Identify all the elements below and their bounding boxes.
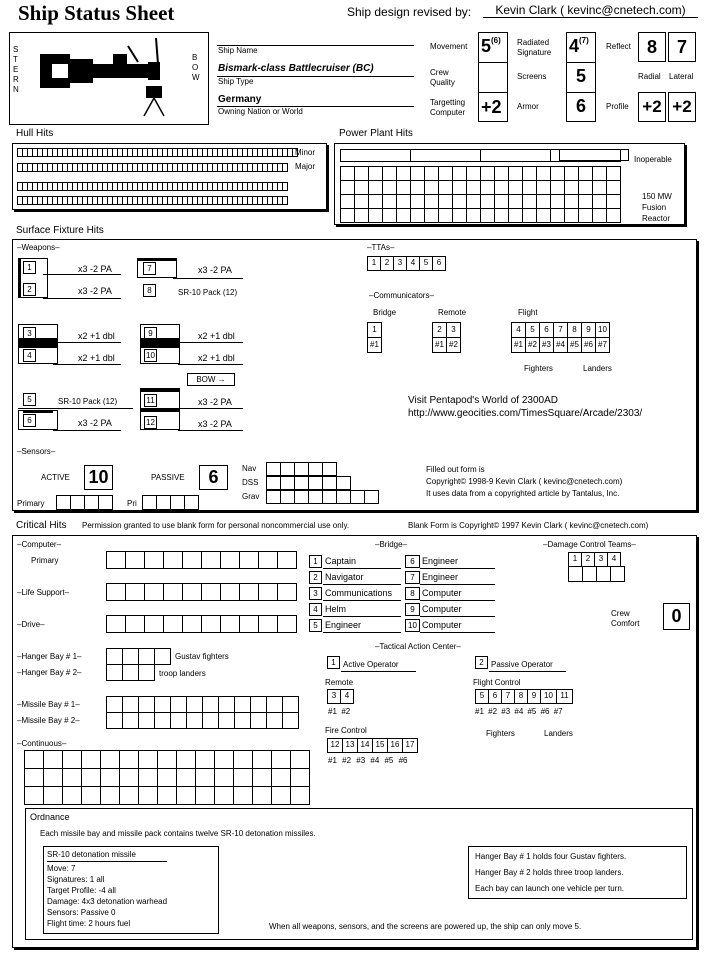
visit-line2: http://www.geocities.com/TimesSquare/Arcade/2303/: [408, 408, 643, 419]
hull-hits-title: Hull Hits: [16, 128, 54, 139]
profile-label: Profile: [606, 102, 629, 111]
filled-line3: It uses data from a copyrighted article by Tantalus, Inc.: [426, 489, 620, 498]
hull-minor-label: Minor: [295, 148, 316, 157]
continuous-label: –Continuous–: [17, 739, 67, 748]
dss-label: DSS: [242, 478, 259, 487]
ship-type-label: Ship Type: [218, 77, 254, 86]
missile-spec-line: Signatures: 1 all: [47, 875, 105, 884]
tta-cell[interactable]: 6: [432, 256, 446, 271]
stats-col2: [566, 32, 596, 122]
hangar-info-line: Hanger Bay # 2 holds three troop landers.: [475, 868, 624, 877]
bridge-station: Engineer: [422, 572, 459, 582]
weapon-9-label: x2 +1 dbl: [198, 331, 235, 341]
hull-grid-row3: [17, 182, 287, 190]
missile-spec-line: Damage: 4x3 detonation warhead: [47, 897, 168, 906]
weapon-2[interactable]: 2: [23, 283, 36, 296]
movement-value: 5: [481, 36, 492, 56]
movement-label: Movement: [430, 42, 468, 51]
critical-box: –Computer– Primary –Life Support– –Drive– –Hanger Bay # 1– –Hanger Bay # 2– Gustav fighters troop landers –Missile Bay # 1– –Missile Bay # 2– –Continuous– –Bridge– 1 Captain 2 Navigator 3 Communications 4 Helm 5 Engineer 6 Engineer 7 Engineer 8 Computer 9 Computer 10 Computer –Damage Control Teams– 1 2 3 4 Crew Comfort 0 –Tactical Action Center– 1 Active Operator 2 Passive Operator Remote 3 4 #1 #2 Flight Control 5 6 7 8 9 10 11 #1 #2 #3 #4 #5 #6 #7 Fighters Landers Fire Control 12 13 14 15 16 17 #1 #2 #3 #4 #5 #6 Ordnance Each missile bay and missile pack contains twelve SR-10 detonation missiles. SR-10 detonation missile Move: 7 Signatures: 1 all Target Profile: -4 all Damage: 4x3 detonation warhead Sensors: Passive 0 Flight time: 2 hours fuel Hanger Bay # 1 holds four Gustav fighters. Hanger Bay # 2 holds three troop landers. Each bay can launch one vehicle per turn. When all weapons, sensors, and the screens are powered up, the ship can only move 5.: [12, 535, 697, 948]
comms-bridge-label: Bridge: [373, 308, 397, 317]
bridge-title: –Bridge–: [375, 540, 408, 549]
screens-label: Screens: [517, 72, 547, 81]
revised-by: Kevin Clark ( kevinc@cnetech.com): [483, 3, 698, 18]
tac-passive: Passive Operator: [491, 660, 553, 669]
nav-label: Nav: [242, 464, 257, 473]
missile-spec-box: [43, 846, 219, 934]
missile-spec-line: Target Profile: -4 all: [47, 886, 116, 895]
pri-label: Pri: [127, 499, 137, 508]
bridge-station: Engineer: [422, 556, 459, 566]
hangar-1-label: –Hanger Bay # 1–: [17, 652, 82, 661]
ttas-title: –TTAs–: [367, 243, 395, 252]
stats-col1: [478, 32, 508, 122]
nav-cells: [266, 462, 336, 475]
drive-label: –Drive–: [17, 620, 45, 629]
comms-flight-cells: 4 5 6 7 8 9 10 #1 #2 #3 #4 #5 #6 #7: [511, 322, 609, 352]
weapon-1-label: x3 -2 PA: [78, 264, 112, 274]
computer-title: –Computer–: [17, 540, 62, 549]
comms-landers-label: Landers: [583, 364, 612, 373]
power-note: When all weapons, sensors, and the screens are powered up, the ship can only move 5.: [269, 922, 582, 931]
missile-spec-line: Sensors: Passive 0: [47, 908, 116, 917]
missile-2-label: –Missile Bay # 2–: [17, 716, 80, 725]
grav-cells: [266, 490, 378, 503]
missile-1-label: –Missile Bay # 1–: [17, 700, 80, 709]
radiated-sup: (7): [579, 36, 589, 45]
computer-cells: [106, 551, 296, 568]
passive-value: 6: [199, 465, 228, 490]
hull-hits-box: [12, 143, 327, 210]
bow-direction: BOW →: [187, 373, 235, 386]
weapon-5-label: SR-10 Pack (12): [58, 397, 118, 406]
sensors-title: –Sensors–: [17, 447, 56, 456]
screens-value: 5: [575, 66, 586, 86]
weapon-3-label: x2 +1 dbl: [78, 331, 115, 341]
power-grid: [340, 166, 620, 222]
bridge-station: Captain: [325, 556, 357, 566]
tac-active: Active Operator: [343, 660, 399, 669]
bridge-station: Computer: [422, 588, 462, 598]
visit-line1: Visit Pentapod's World of 2300AD: [408, 395, 558, 406]
grav-label: Grav: [242, 492, 260, 501]
hangar-info-box: [468, 846, 687, 899]
power-plant-title: Power Plant Hits: [339, 128, 413, 139]
weapon-4[interactable]: 4: [23, 349, 36, 362]
hull-grid-major: [17, 163, 287, 171]
bridge-station: Engineer: [325, 620, 362, 630]
tac-fire-label: Fire Control: [325, 726, 367, 735]
hangar-2-note: troop landers: [159, 669, 206, 678]
revised-label: Ship design revised by:: [347, 5, 472, 19]
weapon-11[interactable]: 11: [144, 394, 157, 407]
comms-remote-cells: 2 3 #1 #2: [432, 322, 460, 352]
bridge-station: Computer: [422, 620, 462, 630]
ordnance-intro: Each missile bay and missile pack contains twelve SR-10 detonation missiles.: [40, 829, 316, 838]
tac-landers-label: Landers: [544, 729, 573, 738]
weapon-8-label: SR-10 Pack (12): [178, 288, 238, 297]
passive-label: PASSIVE: [151, 473, 185, 482]
missile-spec-line: Flight time: 2 hours fuel: [47, 919, 131, 928]
dct-cell[interactable]: 3: [594, 552, 608, 567]
profile-radial: +2: [638, 92, 666, 122]
page-title: Ship Status Sheet: [18, 1, 175, 25]
hangar-info-line: Hanger Bay # 1 holds four Gustav fighters.: [475, 852, 627, 861]
radial-label: Radial: [638, 72, 661, 81]
comms-flight-label: Flight: [518, 308, 538, 317]
movement-sup: (6): [491, 36, 501, 45]
bow-label: B O W: [192, 53, 200, 82]
weapon-6[interactable]: 6: [23, 414, 36, 427]
power-plant-box: [334, 143, 685, 225]
dct-cell[interactable]: 1: [568, 552, 582, 567]
armor-label: Armor: [517, 102, 539, 111]
profile-lateral: +2: [668, 92, 696, 122]
armor-value: 6: [575, 96, 586, 116]
radiated-value: 4: [569, 36, 580, 56]
radiated-label: Radiated Signature: [517, 38, 552, 57]
ordnance-box: [25, 808, 693, 940]
life-support-cells: [106, 583, 296, 600]
drive-cells: [106, 615, 296, 632]
continuous-cells: [24, 750, 309, 804]
hangar-info-line: Each bay can launch one vehicle per turn.: [475, 884, 624, 893]
hangar-2-label: –Hanger Bay # 2–: [17, 668, 82, 677]
lateral-label: Lateral: [669, 72, 694, 81]
missile-cells: [106, 696, 298, 728]
tta-cell[interactable]: 3: [393, 256, 407, 271]
weapon-12-label: x3 -2 PA: [198, 419, 232, 429]
ship-type: Bismark-class Battlecruiser (BC): [218, 63, 374, 74]
bridge-station: Navigator: [325, 572, 364, 582]
ship-silhouette-box: [9, 32, 209, 125]
weapon-2-label: x3 -2 PA: [78, 286, 112, 296]
comms-title: –Communicators–: [369, 291, 434, 300]
ttas-cells: [367, 256, 445, 271]
bridge-station: Helm: [325, 604, 347, 614]
tta-cell[interactable]: 1: [367, 256, 381, 271]
missile-spec-title: SR-10 detonation missile: [47, 850, 136, 859]
reflect-radial: 8: [638, 32, 666, 62]
ship-name-label: Ship Name: [218, 46, 258, 55]
surface-box: [12, 239, 697, 511]
blank-copyright: Blank Form is Copyright© 1997 Kevin Clark ( kevinc@cnetech.com): [408, 521, 649, 530]
dct-cells: [568, 552, 620, 567]
weapon-8[interactable]: 8: [143, 284, 156, 297]
permission-note: Permission granted to use blank form for personal noncommercial use only.: [82, 521, 350, 530]
pri-cells: [142, 495, 198, 509]
weapon-10-label: x2 +1 dbl: [198, 353, 235, 363]
crew-comfort-label: Crew Comfort: [611, 609, 640, 628]
comms-bridge-cells: 1 #1: [367, 322, 381, 352]
stern-label: S T E R N: [13, 45, 19, 94]
bridge-station: Computer: [422, 604, 462, 614]
missile-spec-line: Move: 7: [47, 864, 76, 873]
weapon-7[interactable]: 7: [143, 262, 156, 275]
comms-fighters-label: Fighters: [524, 364, 553, 373]
crew-comfort-value: 0: [663, 603, 690, 630]
dct-title: –Damage Control Teams–: [543, 540, 636, 549]
hull-major-label: Major: [295, 162, 316, 171]
weapon-1[interactable]: 1: [23, 261, 36, 274]
primary-label: Primary: [17, 499, 45, 508]
tac-flight-label: Flight Control: [473, 678, 521, 687]
active-value: 10: [84, 465, 113, 490]
tta-cell[interactable]: 4: [406, 256, 420, 271]
targetting-value: +2: [481, 97, 502, 117]
ship-silhouette-icon: [38, 36, 188, 121]
tac-fighters-label: Fighters: [486, 729, 515, 738]
computer-primary-label: Primary: [31, 556, 59, 565]
life-support-label: –Life Support–: [17, 588, 70, 597]
tta-cell[interactable]: 5: [419, 256, 433, 271]
weapon-12[interactable]: 12: [144, 416, 157, 429]
comms-remote-label: Remote: [438, 308, 467, 317]
crew-label: Crew Quality: [430, 68, 455, 87]
reflect-lateral: 7: [668, 32, 696, 62]
bridge-station: Communications: [325, 588, 393, 598]
weapon-4-label: x2 +1 dbl: [78, 353, 115, 363]
weapon-11-label: x3 -2 PA: [198, 397, 232, 407]
dct-cell[interactable]: 2: [581, 552, 595, 567]
ordnance-title: Ordnance: [30, 812, 70, 822]
inoperable-label: Inoperable: [634, 155, 672, 164]
nation-label: Owning Nation or World: [218, 107, 303, 116]
weapon-6-label: x3 -2 PA: [78, 418, 112, 428]
weapons-title: –Weapons–: [17, 243, 60, 252]
weapon-7-label: x3 -2 PA: [198, 265, 232, 275]
weapon-5[interactable]: 5: [23, 393, 36, 406]
tta-cell[interactable]: 2: [380, 256, 394, 271]
dct-cell[interactable]: 4: [607, 552, 621, 567]
hull-grid-minor: [17, 148, 297, 156]
nation: Germany: [218, 94, 262, 105]
hull-grid-row4: [17, 196, 287, 204]
reflect-label: Reflect: [606, 42, 631, 51]
surface-title: Surface Fixture Hits: [16, 225, 104, 236]
weapon-3[interactable]: 3: [23, 327, 36, 340]
tac-title: –Tactical Action Center–: [375, 642, 461, 651]
weapon-9[interactable]: 9: [144, 327, 157, 340]
critical-title: Critical Hits: [16, 520, 67, 531]
dss-cells: [266, 476, 350, 489]
reactor-label: 150 MW Fusion Reactor: [642, 192, 672, 223]
filled-line1: Filled out form is: [426, 465, 485, 474]
weapon-10[interactable]: 10: [144, 349, 157, 362]
targetting-label: Targetting Computer: [430, 98, 466, 117]
primary-cells: [56, 495, 112, 509]
filled-line2: Copyright© 1998-9 Kevin Clark ( kevinc@cnetech.com): [426, 477, 623, 486]
active-label: ACTIVE: [41, 473, 70, 482]
hangar-1-note: Gustav fighters: [175, 652, 229, 661]
tac-remote-label: Remote: [325, 678, 354, 687]
